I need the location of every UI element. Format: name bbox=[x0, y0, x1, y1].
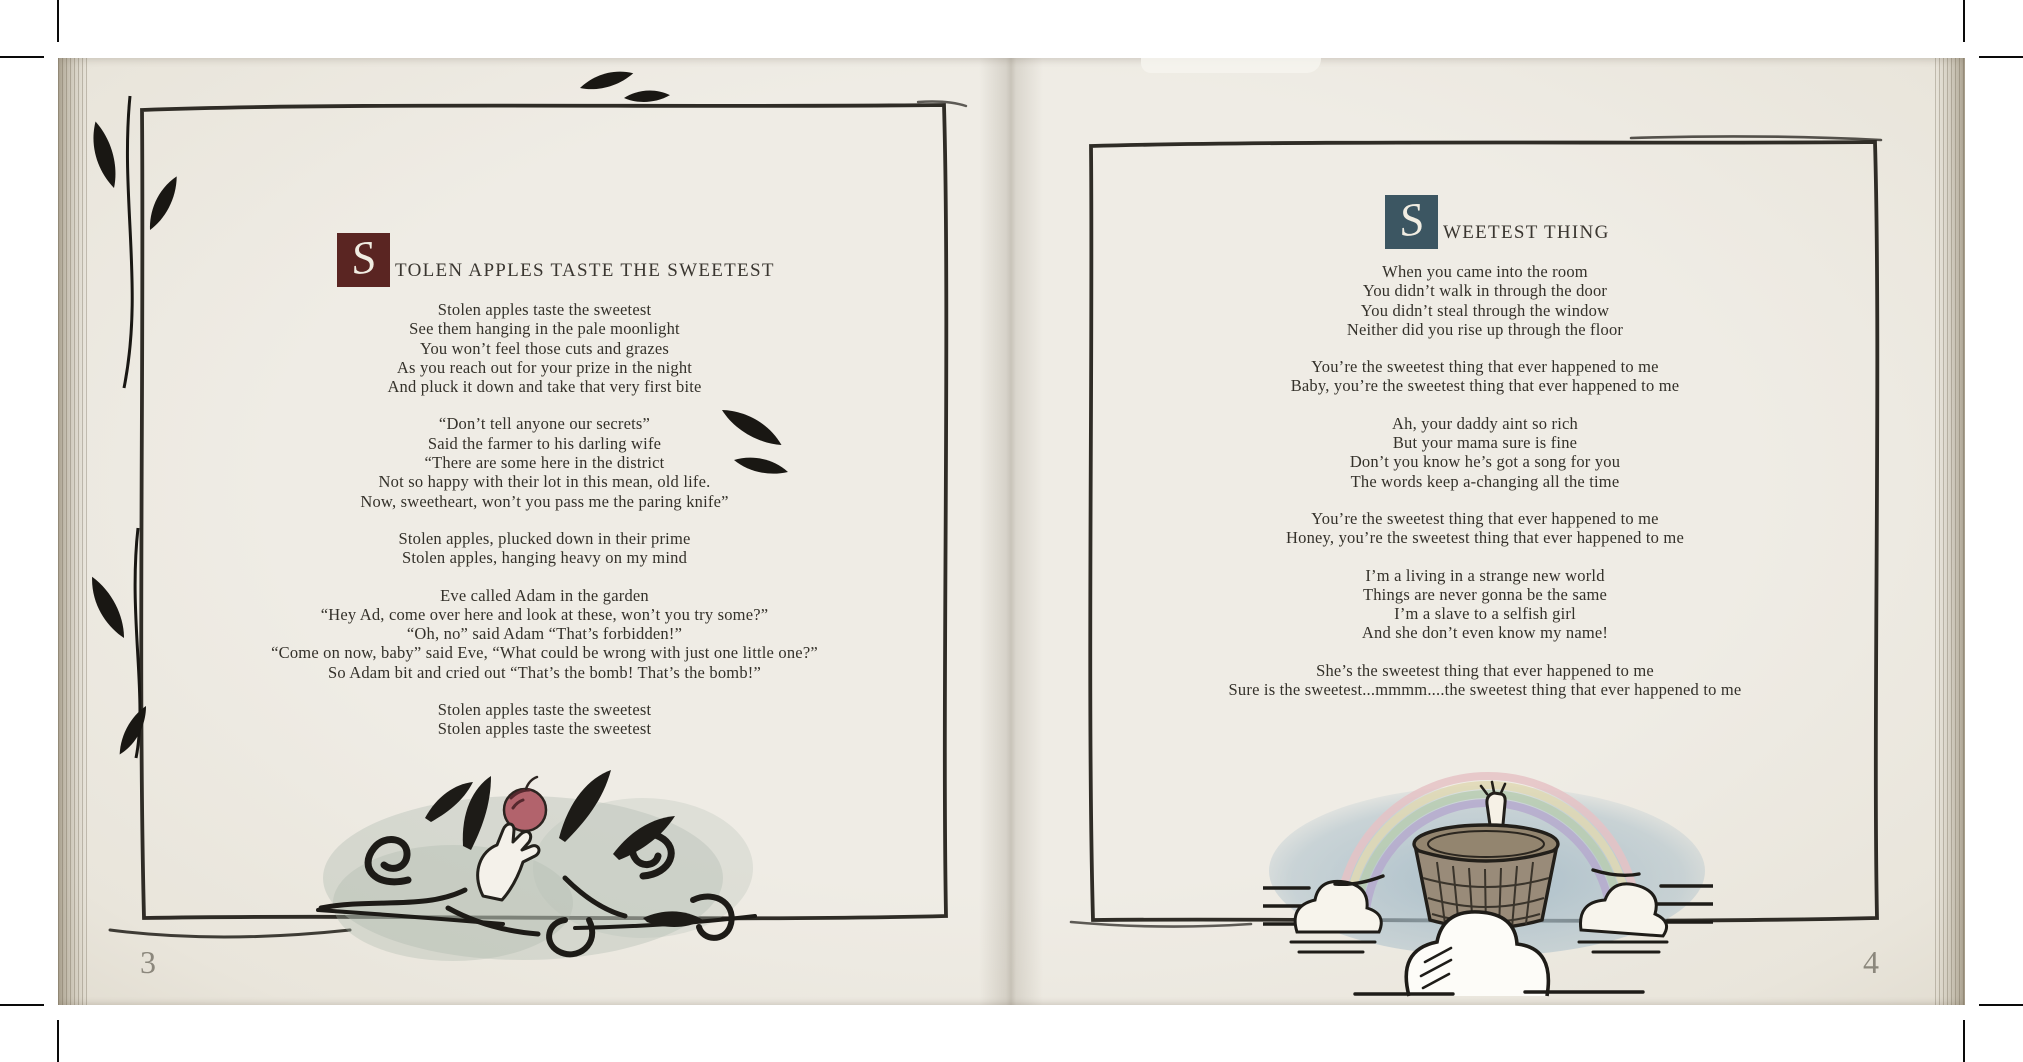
crop-mark bbox=[57, 0, 59, 42]
lyric-line: As you reach out for your prize in the night bbox=[396, 357, 693, 377]
stanza bbox=[1011, 661, 1959, 700]
song-title-text: TOLEN APPLES TASTE THE SWEETEST bbox=[395, 260, 775, 281]
stanza bbox=[78, 700, 1011, 739]
lyric-line: So Adam bit and cried out “That’s the bomb! That’s the bomb!” bbox=[327, 662, 762, 682]
song-title-left bbox=[337, 230, 775, 287]
stanza bbox=[1011, 509, 1959, 548]
lyric-line: Now, sweetheart, won’t you pass me the paring knife” bbox=[360, 491, 729, 511]
song-title-right bbox=[1385, 192, 1610, 249]
crop-mark bbox=[1979, 56, 2023, 58]
lyric-line: Neither did you rise up through the floor bbox=[1346, 319, 1624, 339]
stanza bbox=[78, 414, 1011, 510]
lyric-line: Not so happy with their lot in this mean, old life. bbox=[378, 472, 711, 492]
lyric-line: You’re the sweetest thing that ever happened to me bbox=[1311, 357, 1659, 377]
lyric-line: Stolen apples, plucked down in their prime bbox=[398, 528, 691, 548]
drop-cap-letter: S bbox=[348, 230, 379, 285]
lyric-line: You won’t feel those cuts and grazes bbox=[419, 338, 669, 358]
lyric-line: Stolen apples taste the sweetest bbox=[437, 700, 652, 720]
lyric-line: “Come on now, baby” said Eve, “What could be wrong with just one little one?” bbox=[271, 643, 818, 663]
crop-mark bbox=[0, 56, 44, 58]
lyric-line: I’m a slave to a selfish girl bbox=[1394, 604, 1576, 624]
lyric-line: And she don’t even know my name! bbox=[1361, 623, 1609, 643]
lyrics-right bbox=[1011, 262, 1959, 717]
lyric-line: You didn’t walk in through the door bbox=[1362, 281, 1608, 301]
lyric-line: Stolen apples, hanging heavy on my mind bbox=[401, 548, 688, 568]
lyric-line: And pluck it down and take that very first bite bbox=[387, 377, 702, 397]
lyric-line: But your mama sure is fine bbox=[1392, 433, 1578, 453]
lyric-line: Stolen apples taste the sweetest bbox=[437, 719, 652, 739]
left-page bbox=[58, 58, 1011, 1005]
lyric-line: I’m a living in a strange new world bbox=[1365, 565, 1605, 585]
torn-paper-patch bbox=[1141, 58, 1321, 73]
lyrics-left bbox=[78, 300, 1011, 757]
booklet-spread bbox=[58, 58, 1965, 1005]
lyric-line: She’s the sweetest thing that ever happened to me bbox=[1316, 660, 1654, 680]
lyric-line: When you came into the room bbox=[1382, 262, 1588, 281]
lyric-line: Eve called Adam in the garden bbox=[440, 585, 649, 605]
right-page bbox=[1011, 58, 1965, 1005]
crop-mark bbox=[57, 1020, 59, 1062]
song-title-text: WEETEST THING bbox=[1443, 222, 1610, 243]
lyric-line: “Don’t tell anyone our secrets” bbox=[438, 414, 651, 434]
lyric-line: Stolen apples taste the sweetest bbox=[437, 300, 652, 319]
lyric-line: “Hey Ad, come over here and look at these, won’t you try some?” bbox=[320, 604, 769, 624]
stanza bbox=[1011, 357, 1959, 396]
lyric-line: Ah, your daddy aint so rich bbox=[1392, 413, 1578, 433]
lyric-line: Honey, you’re the sweetest thing that ever happened to me bbox=[1286, 528, 1684, 548]
drop-cap-s bbox=[337, 230, 390, 287]
lyric-line: Don’t you know he’s got a song for you bbox=[1349, 452, 1621, 472]
page-number-left: 3 bbox=[140, 944, 156, 980]
stanza bbox=[78, 529, 1011, 568]
apple-vine-illustration bbox=[313, 758, 758, 983]
lyric-line: Said the farmer to his darling wife bbox=[427, 433, 662, 453]
stanza bbox=[78, 586, 1011, 682]
stanza bbox=[1011, 262, 1959, 339]
lyric-line: Sure is the sweetest...mmmm....the sweetest thing that ever happened to me bbox=[1228, 680, 1742, 700]
lyric-line: Things are never gonna be the same bbox=[1362, 584, 1608, 604]
crop-mark bbox=[0, 1004, 44, 1006]
lyric-line: You didn’t steal through the window bbox=[1360, 300, 1610, 320]
stanza bbox=[1011, 566, 1959, 643]
crop-mark bbox=[1963, 0, 1965, 42]
baby-basket-rainbow-illustration bbox=[1263, 736, 1713, 998]
lyric-line: You’re the sweetest thing that ever happened to me bbox=[1311, 508, 1659, 528]
lyric-line: “Oh, no” said Adam “That’s forbidden!” bbox=[406, 624, 683, 644]
page-number-right: 4 bbox=[1863, 944, 1879, 980]
lyric-line: See them hanging in the pale moonlight bbox=[409, 319, 680, 339]
crop-mark bbox=[1979, 1004, 2023, 1006]
drop-cap-letter: S bbox=[1396, 192, 1427, 247]
lyric-line: Baby, you’re the sweetest thing that ever happened to me bbox=[1290, 376, 1680, 396]
stanza bbox=[1011, 414, 1959, 491]
lyric-line: “There are some here in the district bbox=[424, 453, 665, 473]
stanza bbox=[78, 300, 1011, 396]
crop-mark bbox=[1963, 1020, 1965, 1062]
drop-cap-s bbox=[1385, 192, 1438, 249]
lyric-line: The words keep a-changing all the time bbox=[1350, 471, 1620, 491]
